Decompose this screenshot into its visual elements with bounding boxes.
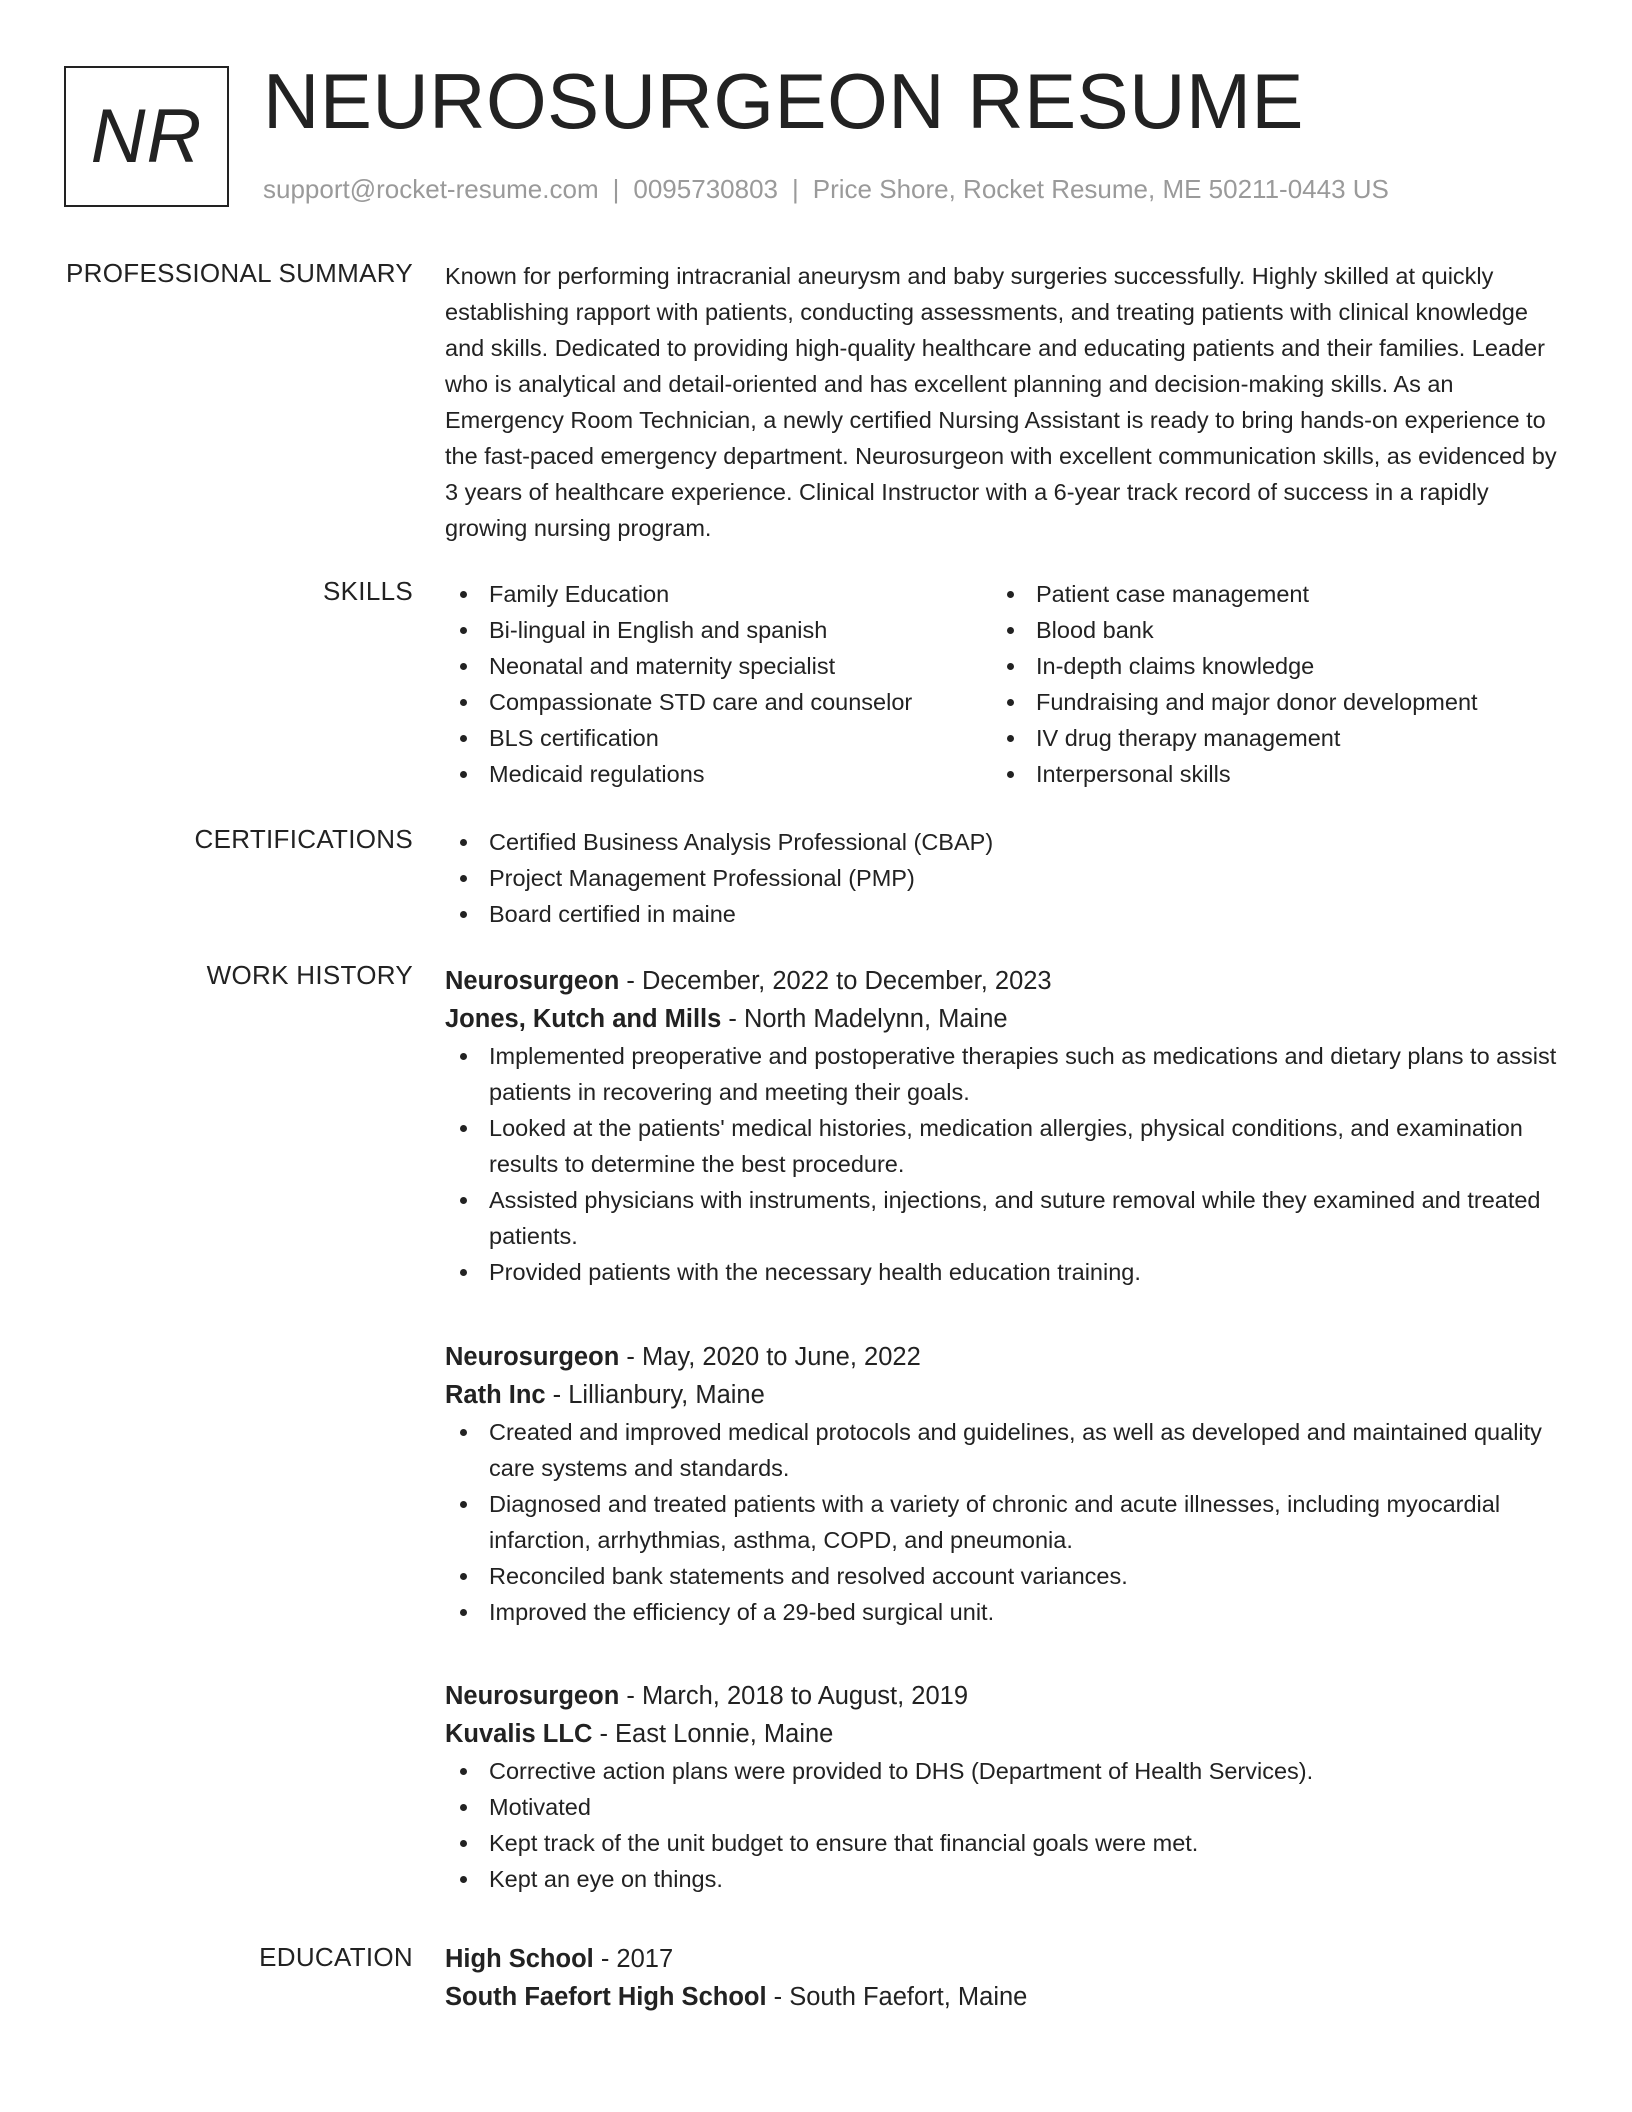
contact-phone[interactable]: 0095730803 — [633, 174, 778, 204]
job-title: Neurosurgeon — [445, 967, 620, 995]
certification-item: Project Management Professional (PMP) — [445, 860, 1560, 896]
skill-item: Fundraising and major donor development — [992, 684, 1539, 720]
job-bullets — [445, 1753, 1560, 1897]
skill-item: BLS certification — [445, 720, 992, 756]
education-degree: High School — [445, 1945, 594, 1973]
job-bullet: Corrective action plans were provided to DHS (Department of Health Services). — [445, 1753, 1560, 1789]
resume-title: NEUROSURGEON RESUME — [263, 57, 1304, 145]
job-bullets — [445, 1414, 1560, 1630]
skill-item: Blood bank — [992, 612, 1539, 648]
job-bullet: Implemented preoperative and postoperative therapies such as medications and dietary plans to assist patients in recovering and meeting their goals. — [445, 1038, 1560, 1110]
job-title: Neurosurgeon — [445, 1343, 620, 1371]
job-company-line — [445, 1376, 1560, 1414]
skill-item: Neonatal and maternity specialist — [445, 648, 992, 684]
job-company-line — [445, 1000, 1560, 1038]
job-bullet: Looked at the patients' medical histories, medication allergies, physical conditions, and examination results to determine the best procedure. — [445, 1110, 1560, 1182]
skill-item: Medicaid regulations — [445, 756, 992, 792]
job-location: - North Madelynn, Maine — [721, 1005, 1008, 1033]
job-company: Kuvalis LLC — [445, 1720, 593, 1748]
certification-item: Certified Business Analysis Professional (CBAP) — [445, 824, 1560, 860]
education-degree-line — [445, 1940, 1560, 1978]
job-content — [445, 1338, 1560, 1630]
monogram-initials: NR — [90, 94, 203, 179]
skill-item: Interpersonal skills — [992, 756, 1539, 792]
skills-grid — [445, 576, 1560, 792]
summary-content — [445, 258, 1560, 546]
education-location: - South Faefort, Maine — [766, 1983, 1028, 2011]
job-bullet: Assisted physicians with instruments, injections, and suture removal while they examined and treated patients. — [445, 1182, 1560, 1254]
skills-list-right — [992, 576, 1539, 792]
job-dates: - May, 2020 to June, 2022 — [619, 1343, 921, 1371]
skills-list-left — [445, 576, 992, 792]
skill-item: Compassionate STD care and counselor — [445, 684, 992, 720]
contact-separator: | — [792, 174, 799, 204]
job-bullet: Created and improved medical protocols and guidelines, as well as developed and maintained quality care systems and standards. — [445, 1414, 1560, 1486]
section-label-education: EDUCATION — [259, 1942, 413, 1972]
education-year: - 2017 — [593, 1945, 674, 1973]
summary-text: Known for performing intracranial aneurysm and baby surgeries successfully. Highly skilled at quickly establishing rapport with patients, conducting assessments, and treating patients with clinical knowledge and skills. Dedicated to providing high-quality healthcare and educating patients and their families. Leader who is analytical and detail-oriented and has excellent planning and decision-making skills. As an Emergency Room Technician, a newly certified Nursing Assistant is ready to bring hands-on experience to the fast-paced emergency department. Neurosurgeon with excellent communication skills, as evidenced by 3 years of healthcare experience. Clinical Instructor with a 6-year track record of success in a rapidly growing nursing program. — [445, 263, 1557, 541]
job-title-line — [445, 1338, 1560, 1376]
job-bullet: Reconciled bank statements and resolved account variances. — [445, 1558, 1560, 1594]
section-label-work-history: WORK HISTORY — [206, 960, 413, 990]
skill-item: In-depth claims knowledge — [992, 648, 1539, 684]
job-bullets — [445, 1038, 1560, 1290]
job-bullet: Motivated — [445, 1789, 1560, 1825]
certification-item: Board certified in maine — [445, 896, 1560, 932]
certifications-content — [445, 824, 1560, 932]
education-school: South Faefort High School — [445, 1983, 767, 2011]
contact-email[interactable]: support@rocket-resume.com — [263, 174, 599, 204]
certifications-list — [445, 824, 1560, 932]
job-content — [445, 962, 1560, 1290]
skill-item: IV drug therapy management — [992, 720, 1539, 756]
monogram-box — [64, 66, 229, 207]
job-bullet: Improved the efficiency of a 29-bed surgical unit. — [445, 1594, 1560, 1630]
job-location: - East Lonnie, Maine — [592, 1720, 834, 1748]
job-content — [445, 1677, 1560, 1897]
education-content — [445, 1940, 1560, 2016]
job-title-line — [445, 1677, 1560, 1715]
section-label-certifications: CERTIFICATIONS — [194, 824, 413, 854]
job-bullet: Provided patients with the necessary health education training. — [445, 1254, 1560, 1290]
job-bullet: Kept an eye on things. — [445, 1861, 1560, 1897]
job-bullet: Diagnosed and treated patients with a variety of chronic and acute illnesses, including myocardial infarction, arrhythmias, asthma, COPD, and pneumonia. — [445, 1486, 1560, 1558]
contact-separator: | — [612, 174, 620, 204]
job-company: Rath Inc — [445, 1381, 546, 1409]
education-school-line — [445, 1978, 1560, 2016]
job-title: Neurosurgeon — [445, 1682, 620, 1710]
job-company: Jones, Kutch and Mills — [445, 1005, 722, 1033]
job-company-line — [445, 1715, 1560, 1753]
job-bullet: Kept track of the unit budget to ensure that financial goals were met. — [445, 1825, 1560, 1861]
skill-item: Patient case management — [992, 576, 1539, 612]
job-location: - Lillianbury, Maine — [545, 1381, 765, 1409]
skill-item: Family Education — [445, 576, 992, 612]
section-label-summary: PROFESSIONAL SUMMARY — [66, 258, 413, 288]
job-title-line — [445, 962, 1560, 1000]
contact-line — [263, 174, 1389, 205]
contact-address: Price Shore, Rocket Resume, ME 50211-0443 US — [812, 174, 1389, 204]
job-dates: - March, 2018 to August, 2019 — [619, 1682, 969, 1710]
skill-item: Bi-lingual in English and spanish — [445, 612, 992, 648]
job-dates: - December, 2022 to December, 2023 — [619, 967, 1052, 995]
section-label-skills: SKILLS — [323, 576, 413, 606]
